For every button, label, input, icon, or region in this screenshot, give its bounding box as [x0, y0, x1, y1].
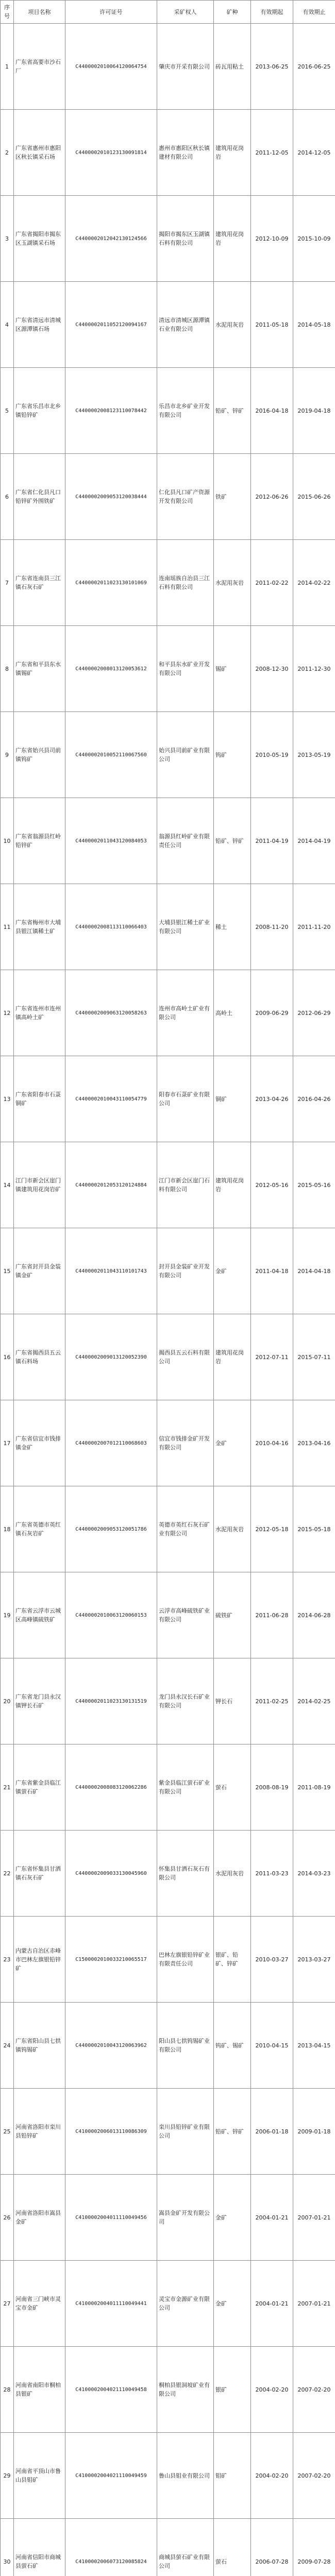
table-row — [1, 1142, 335, 1228]
project-name-cell: 广东省紫金县临江镇萤石矿 — [14, 1744, 65, 1831]
project-name-cell: 广东省梅州市大埔县银江镇稀土矿 — [14, 884, 65, 970]
table-row — [1, 24, 335, 110]
row-index-cell: 4 — [1, 282, 14, 368]
project-name-cell: 广东省怀集县甘洒镇石灰石矿 — [14, 1831, 65, 1917]
mineral-cell: 稀土 — [214, 884, 251, 970]
valid-to-cell: 2011-12-30 — [293, 626, 335, 712]
project-name-cell: 广东省英德市英红镇石灰岩矿 — [14, 1486, 65, 1572]
valid-from-cell: 2011-02-22 — [251, 540, 293, 626]
mineral-cell: 建筑用花岗岩 — [214, 1314, 251, 1400]
valid-to-cell: 2015-10-09 — [293, 196, 335, 282]
header-cell: 许可证号 — [65, 1, 157, 24]
permit-number-cell: C4400002011052120094167 — [65, 282, 157, 368]
valid-to-cell: 2007-02-20 — [293, 2433, 335, 2519]
row-index-cell: 23 — [1, 1917, 14, 2003]
valid-from-cell: 2011-04-19 — [251, 798, 293, 884]
valid-from-cell: 2004-01-21 — [251, 2175, 293, 2261]
permit-number-cell: C4400002012042130124566 — [65, 196, 157, 282]
table-row — [1, 1056, 335, 1142]
table-row — [1, 282, 335, 368]
row-index-cell: 18 — [1, 1486, 14, 1572]
permit-number-cell: C4400002011043120084053 — [65, 798, 157, 884]
permit-number-cell: C4400002010064120064754 — [65, 24, 157, 110]
owner-cell: 连南瑶族自治县三江石料有限公司 — [157, 540, 214, 626]
project-name-cell: 河南省南阳市桐柏县银矿 — [14, 2347, 65, 2433]
project-name-cell: 广东省连南县三江镇石灰石矿 — [14, 540, 65, 626]
row-index-cell: 24 — [1, 2003, 14, 2089]
table-row — [1, 626, 335, 712]
row-index-cell: 7 — [1, 540, 14, 626]
project-name-cell: 广东省阳山县七拱镇钨锡矿 — [14, 2003, 65, 2089]
table-row — [1, 110, 335, 196]
project-name-cell: 广东省仁化县凡口铅锌矿外围铁矿 — [14, 454, 65, 540]
valid-to-cell: 2014-06-28 — [293, 1572, 335, 1658]
valid-to-cell: 2013-03-27 — [293, 1917, 335, 2003]
table-row — [1, 540, 335, 626]
table-row — [1, 368, 335, 454]
project-name-cell: 内蒙古自治区赤峰市巴林左旗银铅锌矿 — [14, 1917, 65, 2003]
row-index-cell: 2 — [1, 110, 14, 196]
mineral-cell: 铁矿 — [214, 454, 251, 540]
owner-cell: 始兴县司前矿业有限公司 — [157, 712, 214, 798]
mineral-cell: 水泥用灰岩 — [214, 540, 251, 626]
table-row — [1, 1228, 335, 1314]
project-name-cell: 广东省惠州市惠阳区秋长镇采石场 — [14, 110, 65, 196]
permit-number-cell: C4100002004021110049458 — [65, 2347, 157, 2433]
row-index-cell: 27 — [1, 2261, 14, 2347]
valid-from-cell: 2011-03-23 — [251, 1831, 293, 1917]
valid-from-cell: 2009-06-29 — [251, 970, 293, 1056]
row-index-cell: 12 — [1, 970, 14, 1056]
header-cell: 采矿权人 — [157, 1, 214, 24]
mineral-cell: 建筑用花岗岩 — [214, 196, 251, 282]
mineral-cell: 砖瓦用粘土 — [214, 24, 251, 110]
permit-number-cell: C4400002009013120052390 — [65, 1314, 157, 1400]
project-name-cell: 广东省乐昌市北乡镇铅锌矿 — [14, 368, 65, 454]
owner-cell: 紫金县临江萤石矿业有限公司 — [157, 1744, 214, 1831]
valid-to-cell: 2007-01-21 — [293, 2261, 335, 2347]
table-row — [1, 712, 335, 798]
mineral-cell: 高岭土 — [214, 970, 251, 1056]
valid-to-cell: 2016-04-26 — [293, 1056, 335, 1142]
valid-from-cell: 2004-02-20 — [251, 2347, 293, 2433]
valid-to-cell: 2013-04-16 — [293, 1400, 335, 1486]
table-row — [1, 1917, 335, 2003]
owner-cell: 阳山县七拱钨锡矿业有限公司 — [157, 2003, 214, 2089]
table-row — [1, 1831, 335, 1917]
permit-number-cell: C4400002009063120058263 — [65, 970, 157, 1056]
owner-cell: 信宜市钱排金矿开发有限公司 — [157, 1400, 214, 1486]
row-index-cell: 14 — [1, 1142, 14, 1228]
valid-to-cell: 2015-05-16 — [293, 1142, 335, 1228]
row-index-cell: 19 — [1, 1572, 14, 1658]
header-cell: 有效期止 — [293, 1, 335, 24]
mineral-cell: 铅矿、锌矿 — [214, 2089, 251, 2175]
valid-from-cell: 2010-04-16 — [251, 1400, 293, 1486]
row-index-cell: 5 — [1, 368, 14, 454]
table-row — [1, 2519, 335, 2576]
valid-to-cell: 2014-02-25 — [293, 1658, 335, 1744]
valid-to-cell: 2019-04-18 — [293, 368, 335, 454]
table-row — [1, 2261, 335, 2347]
owner-cell: 大埔县银江稀土矿业有限公司 — [157, 884, 214, 970]
valid-to-cell: 2011-11-20 — [293, 884, 335, 970]
project-name-cell: 广东省云浮市云城区高峰镇硫铁矿 — [14, 1572, 65, 1658]
mineral-cell: 锡矿 — [214, 626, 251, 712]
table-row — [1, 1572, 335, 1658]
valid-from-cell: 2012-05-18 — [251, 1486, 293, 1572]
permit-number-cell: C4400002008013120053612 — [65, 626, 157, 712]
row-index-cell: 11 — [1, 884, 14, 970]
table-row — [1, 1658, 335, 1744]
mineral-cell: 铅矿、锌矿 — [214, 798, 251, 884]
valid-from-cell: 2006-01-18 — [251, 2089, 293, 2175]
permit-number-cell: C4400002012053120124884 — [65, 1142, 157, 1228]
table-row — [1, 454, 335, 540]
permit-number-cell: C4400002008123110078442 — [65, 368, 157, 454]
permit-number-cell: C4400002009053120051786 — [65, 1486, 157, 1572]
valid-from-cell: 2008-11-20 — [251, 884, 293, 970]
row-index-cell: 1 — [1, 24, 14, 110]
owner-cell: 阳春市石菉矿业有限公司 — [157, 1056, 214, 1142]
mineral-cell: 金矿 — [214, 1228, 251, 1314]
row-index-cell: 30 — [1, 2519, 14, 2576]
valid-to-cell: 2016-06-25 — [293, 24, 335, 110]
valid-to-cell: 2014-02-22 — [293, 540, 335, 626]
table-row — [1, 970, 335, 1056]
valid-to-cell: 2014-04-19 — [293, 798, 335, 884]
project-name-cell: 广东省始兴县司前镇钨矿 — [14, 712, 65, 798]
valid-from-cell: 2011-06-28 — [251, 1572, 293, 1658]
project-name-cell: 河南省信阳市商城县萤石矿 — [14, 2519, 65, 2576]
table-row — [1, 2347, 335, 2433]
valid-to-cell: 2007-02-20 — [293, 2347, 335, 2433]
valid-from-cell: 2008-08-19 — [251, 1744, 293, 1831]
table-row — [1, 798, 335, 884]
owner-cell: 乐昌市北乡矿业开发有限公司 — [157, 368, 214, 454]
row-index-cell: 8 — [1, 626, 14, 712]
valid-from-cell: 2016-04-18 — [251, 368, 293, 454]
project-name-cell: 广东省阳春市石菉铜矿 — [14, 1056, 65, 1142]
mineral-cell: 铜矿 — [214, 1056, 251, 1142]
mineral-cell: 建筑用花岗岩 — [214, 110, 251, 196]
valid-from-cell: 2012-05-16 — [251, 1142, 293, 1228]
project-name-cell: 广东省龙门县永汉镇钾长石矿 — [14, 1658, 65, 1744]
row-index-cell: 13 — [1, 1056, 14, 1142]
permit-number-cell: C4400002011023130131519 — [65, 1658, 157, 1744]
row-index-cell: 25 — [1, 2089, 14, 2175]
owner-cell: 英德市英红石灰石矿业有限公司 — [157, 1486, 214, 1572]
project-name-cell: 广东省封开县金装镇金矿 — [14, 1228, 65, 1314]
owner-cell: 仁化县凡口矿产资源开发有限公司 — [157, 454, 214, 540]
valid-to-cell: 2015-06-26 — [293, 454, 335, 540]
owner-cell: 清远市清城区源潭镇石业有限公司 — [157, 282, 214, 368]
owner-cell: 嵩县金矿开发有限公司 — [157, 2175, 214, 2261]
valid-from-cell: 2011-02-25 — [251, 1658, 293, 1744]
permit-number-cell: C4100002004011110049441 — [65, 2261, 157, 2347]
owner-cell: 鲁山县钼业有限公司 — [157, 2433, 214, 2519]
owner-cell: 商城县萤石矿业有限公司 — [157, 2519, 214, 2576]
valid-to-cell: 2012-06-29 — [293, 970, 335, 1056]
owner-cell: 江门市新会区崖门石料有限公司 — [157, 1142, 214, 1228]
owner-cell: 栾川县铅锌矿业有限公司 — [157, 2089, 214, 2175]
table-row — [1, 884, 335, 970]
valid-from-cell: 2008-12-30 — [251, 626, 293, 712]
header-cell: 项目名称 — [14, 1, 65, 24]
valid-from-cell: 2010-05-19 — [251, 712, 293, 798]
valid-from-cell: 2010-04-15 — [251, 2003, 293, 2089]
valid-to-cell: 2014-04-18 — [293, 1228, 335, 1314]
project-name-cell: 广东省揭阳市揭东区玉湖镇采石场 — [14, 196, 65, 282]
permit-number-cell: C4400002010123130091814 — [65, 110, 157, 196]
permit-number-cell: C4400002011023130101069 — [65, 540, 157, 626]
mineral-cell: 水泥用灰岩 — [214, 282, 251, 368]
project-name-cell: 河南省洛阳市栾川县铅锌矿 — [14, 2089, 65, 2175]
owner-cell: 龙门县永汉长石矿业有限公司 — [157, 1658, 214, 1744]
mineral-cell: 建筑用花岗岩 — [214, 1142, 251, 1228]
project-name-cell: 江门市新会区崖门镇建筑用花岗岩矿 — [14, 1142, 65, 1228]
valid-from-cell: 2011-05-18 — [251, 282, 293, 368]
permit-number-cell: C4400002010052110067560 — [65, 712, 157, 798]
table-body — [1, 24, 335, 2576]
owner-cell: 揭西县五云石料有限公司 — [157, 1314, 214, 1400]
header-cell: 有效期起 — [251, 1, 293, 24]
project-name-cell: 河南省洛阳市嵩县金矿 — [14, 2175, 65, 2261]
valid-from-cell: 2012-07-11 — [251, 1314, 293, 1400]
row-index-cell: 29 — [1, 2433, 14, 2519]
mineral-cell: 银矿、铅矿、锌矿 — [214, 1917, 251, 2003]
table-row — [1, 196, 335, 282]
owner-cell: 云浮市高峰硫铁矿业有限公司 — [157, 1572, 214, 1658]
owner-cell: 翁源县红岭矿业有限责任公司 — [157, 798, 214, 884]
valid-from-cell: 2013-06-25 — [251, 24, 293, 110]
valid-from-cell: 2004-02-20 — [251, 2433, 293, 2519]
mineral-cell: 钼矿 — [214, 2433, 251, 2519]
project-name-cell: 广东省和平县东水镇锡矿 — [14, 626, 65, 712]
row-index-cell: 9 — [1, 712, 14, 798]
mineral-cell: 萤石 — [214, 1744, 251, 1831]
project-name-cell: 河南省三门峡市灵宝市金矿 — [14, 2261, 65, 2347]
mineral-cell: 水泥用灰岩 — [214, 1486, 251, 1572]
project-name-cell: 广东省清远市清城区源潭镇石场 — [14, 282, 65, 368]
valid-to-cell: 2009-07-28 — [293, 2519, 335, 2576]
mineral-cell: 钨矿 — [214, 712, 251, 798]
permit-number-cell: C4400002009033130045960 — [65, 1831, 157, 1917]
permit-number-cell: C4400002008083120062286 — [65, 1744, 157, 1831]
valid-from-cell: 2004-01-21 — [251, 2261, 293, 2347]
row-index-cell: 28 — [1, 2347, 14, 2433]
valid-from-cell: 2011-04-18 — [251, 1228, 293, 1314]
valid-to-cell: 2009-01-18 — [293, 2089, 335, 2175]
table-header — [1, 1, 335, 24]
row-index-cell: 26 — [1, 2175, 14, 2261]
project-name-cell: 广东省高要市沙石厂 — [14, 24, 65, 110]
project-name-cell: 河南省平顶山市鲁山县钼矿 — [14, 2433, 65, 2519]
permit-number-cell: C4100002004021110049459 — [65, 2433, 157, 2519]
valid-to-cell: 2014-12-05 — [293, 110, 335, 196]
row-index-cell: 10 — [1, 798, 14, 884]
row-index-cell: 22 — [1, 1831, 14, 1917]
project-name-cell: 广东省翁源县红岭铅锌矿 — [14, 798, 65, 884]
permit-number-cell: C4400002010043120063962 — [65, 2003, 157, 2089]
valid-from-cell: 2010-03-27 — [251, 1917, 293, 2003]
permit-number-cell: C4100002006073120085824 — [65, 2519, 157, 2576]
permit-number-cell: C4100002006013110086309 — [65, 2089, 157, 2175]
valid-to-cell: 2007-01-21 — [293, 2175, 335, 2261]
valid-to-cell: 2014-03-23 — [293, 1831, 335, 1917]
owner-cell: 连州市高岭土矿业有限公司 — [157, 970, 214, 1056]
mineral-cell: 铅矿、锌矿 — [214, 368, 251, 454]
row-index-cell: 6 — [1, 454, 14, 540]
permit-number-cell: C4100002004011110049456 — [65, 2175, 157, 2261]
valid-from-cell: 2006-07-28 — [251, 2519, 293, 2576]
table-row — [1, 1744, 335, 1831]
mineral-cell: 金矿 — [214, 2261, 251, 2347]
header-cell: 序号 — [1, 1, 14, 24]
project-name-cell: 广东省揭西县五云镇石料场 — [14, 1314, 65, 1400]
table-row — [1, 1400, 335, 1486]
row-index-cell: 21 — [1, 1744, 14, 1831]
mineral-cell: 水泥用灰岩 — [214, 1831, 251, 1917]
table-row — [1, 2003, 335, 2089]
mineral-cell: 硫铁矿 — [214, 1572, 251, 1658]
mineral-cell: 钾长石 — [214, 1658, 251, 1744]
project-name-cell: 广东省信宜市钱排镇金矿 — [14, 1400, 65, 1486]
valid-from-cell: 2012-10-09 — [251, 196, 293, 282]
valid-from-cell: 2012-06-26 — [251, 454, 293, 540]
valid-to-cell: 2013-04-15 — [293, 2003, 335, 2089]
permit-number-cell: C4400002010043110054779 — [65, 1056, 157, 1142]
owner-cell: 灵宝市金源矿业有限公司 — [157, 2261, 214, 2347]
valid-to-cell: 2015-07-11 — [293, 1314, 335, 1400]
table-row — [1, 2433, 335, 2519]
mineral-cell: 萤石 — [214, 2519, 251, 2576]
table-row — [1, 2175, 335, 2261]
table-row — [1, 1486, 335, 1572]
valid-to-cell: 2014-05-18 — [293, 282, 335, 368]
mineral-cell: 金矿 — [214, 1400, 251, 1486]
table-row — [1, 1314, 335, 1400]
owner-cell: 桐柏县银洞坡矿业有限公司 — [157, 2347, 214, 2433]
owner-cell: 怀集县甘洒石灰石有限公司 — [157, 1831, 214, 1917]
owner-cell: 揭阳市揭东区玉湖镇石料有限公司 — [157, 196, 214, 282]
permit-number-cell: C4400002009053120038444 — [65, 454, 157, 540]
owner-cell: 封开县金装矿业开发有限公司 — [157, 1228, 214, 1314]
permit-number-cell: C4400002010063120060153 — [65, 1572, 157, 1658]
permit-number-cell: C4400002008113110066403 — [65, 884, 157, 970]
row-index-cell: 3 — [1, 196, 14, 282]
owner-cell: 肇庆市开采有限公司 — [157, 24, 214, 110]
mineral-cell: 金矿 — [214, 2175, 251, 2261]
project-name-cell: 广东省连州市连州镇高岭土矿 — [14, 970, 65, 1056]
row-index-cell: 15 — [1, 1228, 14, 1314]
owner-cell: 巴林左旗银铅锌矿业有限责任公司 — [157, 1917, 214, 2003]
row-index-cell: 20 — [1, 1658, 14, 1744]
header-row — [1, 1, 335, 24]
valid-to-cell: 2013-05-19 — [293, 712, 335, 798]
owner-cell: 惠州市惠阳区秋长镇建材有限公司 — [157, 110, 214, 196]
owner-cell: 和平县东水矿业开发有限公司 — [157, 626, 214, 712]
permit-number-cell: C1500002010033210065517 — [65, 1917, 157, 2003]
valid-from-cell: 2011-12-05 — [251, 110, 293, 196]
table-row — [1, 2089, 335, 2175]
valid-to-cell: 2011-08-19 — [293, 1744, 335, 1831]
permit-number-cell: C4400002011043110101743 — [65, 1228, 157, 1314]
mineral-cell: 钨矿、锡矿 — [214, 2003, 251, 2089]
row-index-cell: 17 — [1, 1400, 14, 1486]
valid-from-cell: 2013-04-26 — [251, 1056, 293, 1142]
mineral-cell: 银矿 — [214, 2347, 251, 2433]
valid-to-cell: 2015-05-18 — [293, 1486, 335, 1572]
permit-number-cell: C4400002007012110068603 — [65, 1400, 157, 1486]
row-index-cell: 16 — [1, 1314, 14, 1400]
header-cell: 矿种 — [214, 1, 251, 24]
